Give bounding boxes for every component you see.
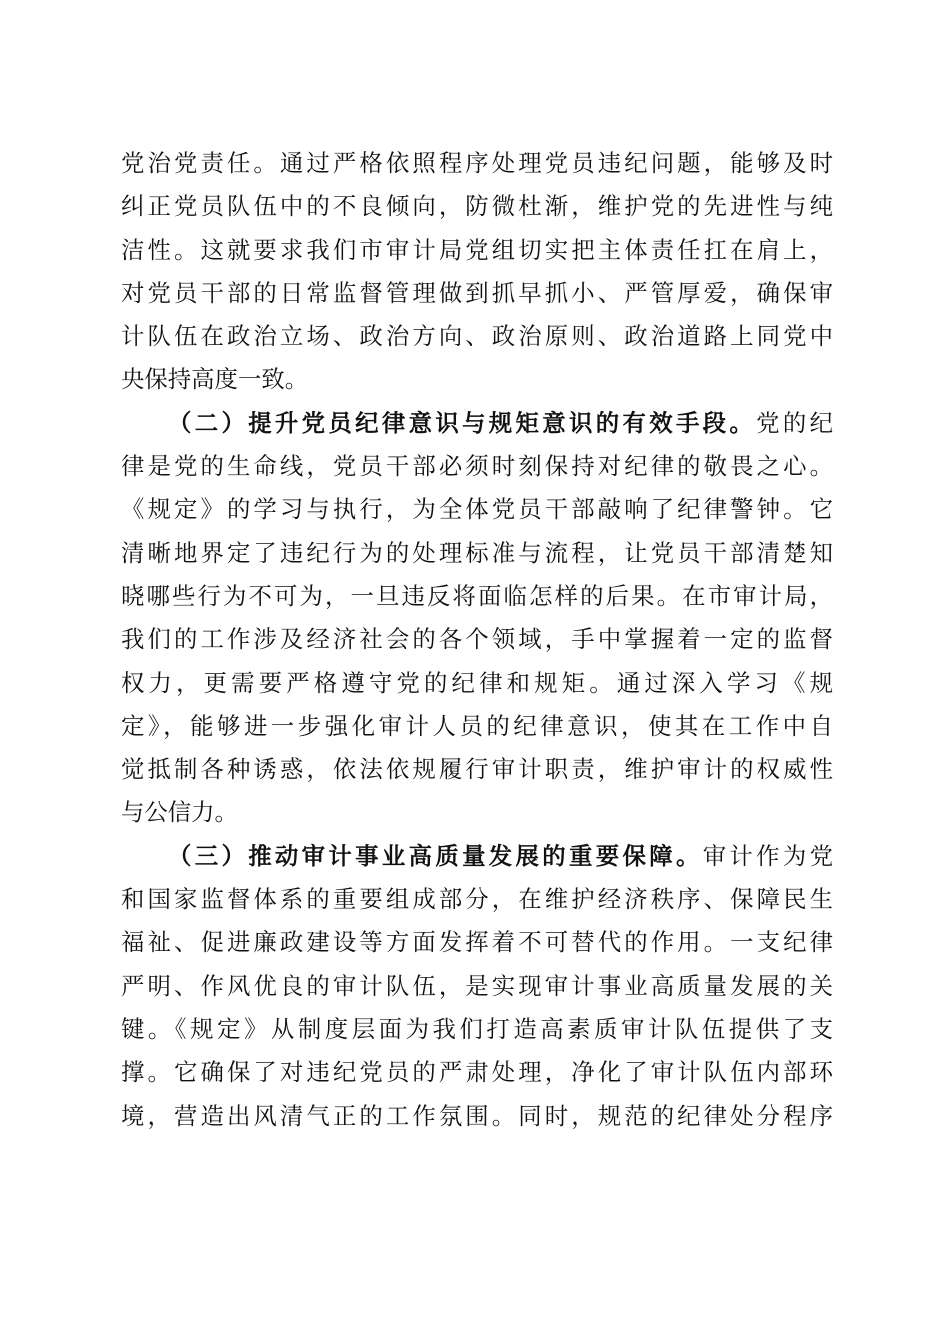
- text-line: 严明、作风优良的审计队伍，是实现审计事业高质量发展的关: [121, 971, 833, 1000]
- paragraph-first-line: [121, 402, 833, 445]
- text-line: 撑。它确保了对违纪党员的严肃处理，净化了审计队伍内部环: [121, 1058, 833, 1087]
- text-line: 我们的工作涉及经济社会的各个领域，手中掌握着一定的监督: [121, 625, 833, 654]
- text-line: 福祉、促进廉政建设等方面发挥着不可替代的作用。一支纪律: [121, 928, 833, 957]
- text-line: 洁性。这就要求我们市审计局党组切实把主体责任扛在肩上，: [121, 235, 833, 264]
- text-line: 清晰地界定了违纪行为的处理标准与流程，让党员干部清楚知: [121, 538, 833, 567]
- text-fragment: 审计作为党: [702, 841, 834, 870]
- text-line: 定》，能够进一步强化审计人员的纪律意识，使其在工作中自: [121, 711, 833, 740]
- text-line: 晓哪些行为不可为，一旦违反将面临怎样的后果。在市审计局，: [121, 581, 833, 610]
- text-line: 计队伍在政治立场、政治方向、政治原则、政治道路上同党中: [121, 322, 833, 351]
- text-line: 纠正党员队伍中的不良倾向，防微杜渐，维护党的先进性与纯: [121, 192, 833, 221]
- section-heading: （三）推动审计事业高质量发展的重要保障。: [168, 841, 703, 870]
- text-line: 权力，更需要严格遵守党的纪律和规矩。通过深入学习《规: [121, 668, 833, 697]
- paragraph-3: [121, 835, 833, 1138]
- text-line: 觉抵制各种诱惑，依法依规履行审计职责，维护审计的权威性: [121, 755, 833, 784]
- text-line: 律是党的生命线，党员干部必须时刻保持对纪律的敬畏之心。: [121, 452, 833, 481]
- body-text: [121, 142, 833, 1138]
- text-line: 党治党责任。通过严格依照程序处理党员违纪问题，能够及时: [121, 149, 833, 177]
- text-line: 《规定》的学习与执行，为全体党员干部敲响了纪律警钟。它: [121, 495, 833, 524]
- text-line: 和国家监督体系的重要组成部分，在维护经济秩序、保障民生: [121, 885, 833, 914]
- text-line: 对党员干部的日常监督管理做到抓早抓小、严管厚爱，确保审: [121, 278, 833, 307]
- paragraph-first-line: [121, 835, 833, 878]
- paragraph-2: [121, 402, 833, 835]
- section-heading: （二）提升党员纪律意识与规矩意识的有效手段。: [168, 408, 757, 437]
- text-line: 境，营造出风清气正的工作氛围。同时，规范的纪律处分程序: [121, 1101, 833, 1130]
- text-fragment: 党的纪: [756, 408, 833, 437]
- text-line: 键。《规定》从制度层面为我们打造高素质审计队伍提供了支: [121, 1014, 833, 1043]
- text-line: 央保持高度一致。: [121, 365, 309, 394]
- paragraph-1: [121, 142, 833, 402]
- text-line: 与公信力。: [121, 798, 238, 827]
